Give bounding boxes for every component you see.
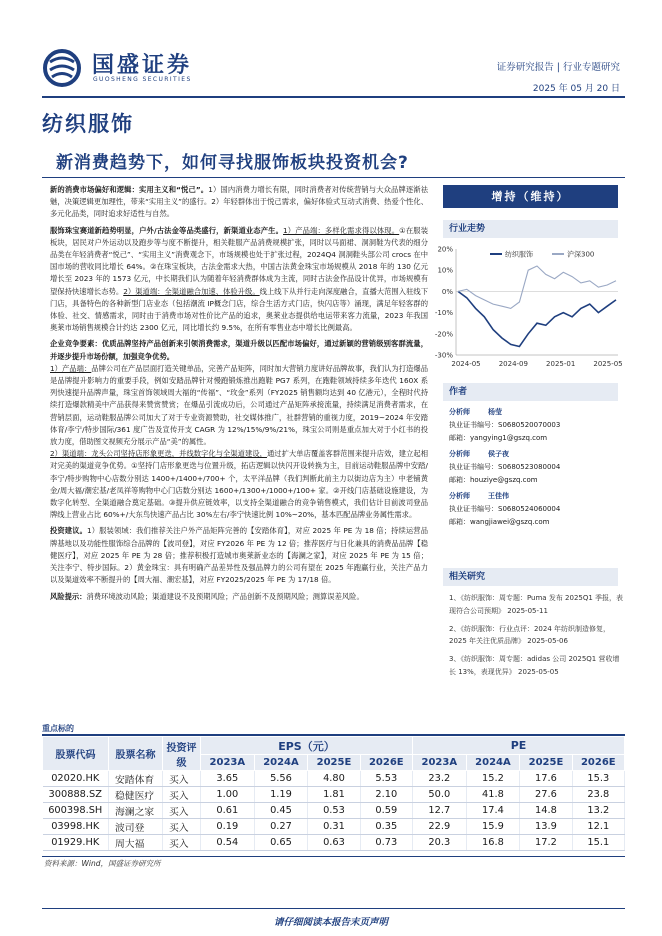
- eps-cell: 1.81: [308, 787, 360, 803]
- eps-cell: 0.65: [254, 835, 308, 851]
- rating-badge: 增持（维持）: [443, 185, 618, 208]
- author-email[interactable]: houziye@gszq.com: [470, 476, 538, 484]
- stock-name: 周大福: [109, 835, 163, 851]
- cert-number: S0680523080004: [498, 463, 561, 471]
- stock-name: 稳健医疗: [109, 787, 163, 803]
- paragraph-new-trends: [50, 225, 428, 335]
- legend-label: 沪深300: [567, 250, 595, 259]
- author-role: 分析师: [449, 492, 470, 500]
- cert-label: 执业证书编号：: [449, 463, 498, 471]
- author-entry: [449, 490, 625, 529]
- stock-rating: 买入: [163, 819, 201, 835]
- stock-name: 海澜之家: [109, 803, 163, 819]
- email-label: 邮箱：: [449, 518, 470, 526]
- y-tick-label: 10%: [437, 266, 453, 275]
- pe-cell: 15.1: [572, 835, 624, 851]
- pe-cell: 13.2: [572, 803, 624, 819]
- pe-cell: 41.8: [466, 787, 520, 803]
- pe-cell: 13.9: [520, 819, 572, 835]
- eps-cell: 0.54: [201, 835, 255, 851]
- logo-text: 国盛证券: [92, 53, 193, 78]
- x-tick-label: 2024-09: [498, 360, 528, 368]
- pe-cell: 17.2: [520, 835, 572, 851]
- author-entry: [449, 448, 625, 487]
- eps-cell: 0.59: [360, 803, 412, 819]
- pe-cell: 27.6: [520, 787, 572, 803]
- industry-title: 纺织服饰: [42, 112, 134, 136]
- footer-divider: [42, 908, 625, 909]
- paragraph-subhead: 2）渠道端：全渠道融合加速、体验升级。: [123, 286, 260, 296]
- col-header-year: 2023A: [201, 755, 255, 771]
- col-header-eps: EPS（元）: [201, 737, 413, 755]
- eps-cell: 0.63: [308, 835, 360, 851]
- paragraph-text: 品牌公司在产品层面打造关键单品，完善产品矩阵，同时加大营销力度讲好品牌故事，我们认为打造爆品是品牌提升影响力的重要手段，例如安踏品牌针对慢跑锻炼推出跑鞋 PG7 系列，在跑鞋领域持续多年迭代 160X 系列快速提升品牌声量，珠宝首饰领域周大福的“传福”、“玫金”系列（FY2025 销售额均达到 40 亿港元），全程时代持续打造爆款精美中产品获得来赞赏赞赏；在爆品引流成功后，公司通过产品矩阵承接流量，持续满足消费者需求，在营销层面，运动鞋服品牌公司加大了对于专业资源赞助，社交媒体推广，社群营销的重视力度，2019~2024 年安踏体育/李宁/特步国际/361 度广告及宣传开支 CAGR 为 12%/15%/9%/21%，珠宝公司则是重点加大对于小红书的投放力度，借助图文视频充分展示产品“美”的属性。: [50, 363, 428, 447]
- author-name: 侯子夜: [488, 450, 509, 458]
- paragraph-text: 线上线下从并行走向深度融合，直播大范围入驻线下门店，具备特色的各种新型门店业态（包括潮流 IP概念门店，综合生活方式门店，快闪店等）涌现，满足年轻客群的体验、社交、情感需求，同时由于消费市场对性价比产品的追求，奥莱业态提供给电运带来客力流量，2023 年我国奥莱市场销售规模合计约达 2300 亿元，同比增长约 9.5%，在所有零售业态中增长比例最高。: [50, 286, 429, 333]
- logo-english-text: GUOSHENG SECURITIES: [93, 76, 192, 83]
- cert-number: S0680520070003: [498, 421, 561, 429]
- report-type: 证券研究报告 | 行业专题研究: [496, 62, 620, 73]
- col-header-year: 2025E: [308, 755, 360, 771]
- author-list: [449, 406, 625, 532]
- related-research-list: [449, 592, 625, 684]
- col-header-year: 2026E: [360, 755, 412, 771]
- email-label: 邮箱：: [449, 434, 470, 442]
- col-header-name: 股票名称: [109, 737, 163, 771]
- x-tick-label: 2025-05: [593, 360, 623, 368]
- stock-rating: 买入: [163, 787, 201, 803]
- trend-heading: 行业走势: [443, 220, 618, 238]
- col-header-year: 2025E: [520, 755, 572, 771]
- paragraph-lead: 服饰珠宝赛道新趋势明显，户外/古法金等品类盛行，新渠道业态产生。: [50, 225, 283, 235]
- summary-body: [50, 184, 428, 607]
- y-tick-label: -10%: [434, 309, 453, 318]
- author-heading: 作者: [443, 383, 618, 401]
- eps-cell: 0.31: [308, 819, 360, 835]
- research-date: 2025-05-06: [527, 637, 568, 646]
- stock-rating: 买入: [163, 771, 201, 787]
- paragraph-investment: [50, 525, 428, 586]
- table-row: [43, 771, 625, 787]
- paragraph-lead: 企业竞争要素：优质品牌坚持产品创新来引领消费需求，渠道升级以匹配市场偏好，通过新颖的营销级别客群流量，并逐步提升市场份额，加强竞争优势。: [50, 339, 428, 361]
- report-date: 2025 年 05 月 20 日: [532, 84, 620, 94]
- paragraph-subhead: 1）产品端：多样化需求得以体现。: [283, 225, 400, 235]
- paragraph-risk: [50, 591, 428, 603]
- paragraph-text: 1）服装领域：我们推荐关注户外产品矩阵完善的【安踏体育】，对应 2025 年 PE 为 18 倍；持续运营品牌基地以及功能性服饰综合品牌的【波司登】，对应 FY2026 年 PE 为 12 倍；推荐医疗与日化兼具的消费品品牌【稳健医疗】，对应 2025 年 PE 为 28 倍；推荐积极打造城市奥莱新业态的【海澜之家】，对应 2025 年 PE 为 15 倍；关注李宁、特步国际。2）黄金珠宝：具有明确产品差异性及强品牌力的公司有望在 2025 年跑赢行业，关注产品力以及渠道效率不断提升的【周大福、潮宏基】，对应 FY2025/2025 年 PE 为 17/18 倍。: [50, 526, 428, 585]
- col-header-pe: PE: [412, 737, 624, 755]
- paragraph-text: 通过扩大单店覆盖客群范围来提升店效，建立起相对完美的渠道竞争优势。①坚持门店形象更迭与位置升级，拓店逻辑以快闪开设转换为主，目前运动鞋服品牌中安踏/李宁/特步购物中心店数分别达 1400+/1400+/700+ 个，太平洋品牌（我们判断此前主力以街边店为主）中老铺黄金/周大福/潮宏基/老凤祥等购物中心门店数分别达 1600+/1300+/1000+/100+ 家。②开线门店基础设施建设，为数字化转型、全渠道融合奠定基础。③提升供应链效率，以支持全渠道融合的竞争销售模式，我们估计目前波司登品牌线上营业占比 60%+/大东鸟快速产品占比 30%左右/李宁快速比例 10%~20%，基本匹配品牌业务属性需求。: [50, 449, 429, 520]
- table-title: 重点标的: [42, 724, 74, 733]
- col-header-rating: 投资评级: [163, 737, 201, 771]
- eps-cell: 1.19: [254, 787, 308, 803]
- eps-cell: 0.27: [254, 819, 308, 835]
- stock-code: 03998.HK: [43, 819, 109, 835]
- pe-cell: 16.8: [466, 835, 520, 851]
- pe-cell: 22.9: [412, 819, 466, 835]
- eps-cell: 1.00: [201, 787, 255, 803]
- pe-cell: 17.6: [520, 771, 572, 787]
- eps-cell: 5.56: [254, 771, 308, 787]
- pe-cell: 17.4: [466, 803, 520, 819]
- research-item[interactable]: [449, 592, 625, 618]
- y-tick-label: 0%: [441, 287, 453, 296]
- email-label: 邮箱：: [449, 476, 470, 484]
- footer-disclaimer[interactable]: 请仔细阅读本报告末页声明: [273, 917, 388, 928]
- eps-cell: 0.73: [360, 835, 412, 851]
- col-header-year: 2024A: [254, 755, 308, 771]
- eps-cell: 0.61: [201, 803, 255, 819]
- eps-cell: 0.19: [201, 819, 255, 835]
- pe-cell: 14.8: [520, 803, 572, 819]
- research-title: 3、《纺织服饰：周专题：adidas 公司 2025Q1 营收增长 13%，表现优异》: [449, 655, 620, 676]
- paragraph-text: ①在服装板块，居民对户外运动以及跑步等与度不断提升，相关鞋服产品消费规模扩张，同时以马面裙、洞洞鞋为代表的细分品类在年轻消费者“悦己”、“实用主义”消费观念下，市场规模也处于扩张过程，2024Q4 洞洞鞋头部公司 crocs 在中国市场的营收同比增长 64%。②在珠宝板块，古法金需求大热，中国古法黄金珠宝市场规模从 2018 年的 130 亿元增长至 2023 年的 1573 亿元，中长期我们认为随着年轻消费群体成为主流，同时古法金作品设计优异，市场规模有望保持快速增长态势。: [50, 225, 428, 296]
- research-title: 2、《纺织服饰：行业点评：2024 年纺织制造修复，2025 年关注优质品牌》: [449, 624, 610, 646]
- research-item[interactable]: [449, 653, 625, 679]
- paragraph-text: 消费环境波动风险；渠道建设不及预期风险；产品创新不及预期风险；测算误差风险。: [86, 591, 364, 601]
- author-email[interactable]: yangying1@gszq.com: [470, 434, 548, 442]
- related-research-heading: 相关研究: [443, 568, 618, 586]
- stock-code: 300888.SZ: [43, 787, 109, 803]
- stock-name: 安踏体育: [109, 771, 163, 787]
- report-title: 新消费趋势下，如何寻找服饰板块投资机会?: [56, 153, 409, 173]
- paragraph-text: 1）国内消费力增长有限，同时消费者对传统营销与大众品牌逐渐祛魅，决策逻辑更加理性，带来“实用主义”的盛行。2）年轻群体出于悦己需求，偏好体验式互动式消费、热爱个性化、多元化品类，同时追求好适性与自然。: [50, 185, 429, 219]
- stock-code: 02020.HK: [43, 771, 109, 787]
- pe-cell: 15.9: [466, 819, 520, 835]
- table-row: [43, 787, 625, 803]
- paragraph-subhead: 1）产品端：: [50, 363, 92, 373]
- cert-label: 执业证书编号：: [449, 505, 498, 513]
- eps-cell: 0.35: [360, 819, 412, 835]
- eps-cell: 2.10: [360, 787, 412, 803]
- pe-cell: 20.3: [412, 835, 466, 851]
- pe-cell: 15.2: [466, 771, 520, 787]
- pe-cell: 12.1: [572, 819, 624, 835]
- table-bottom-rule: [42, 856, 625, 857]
- research-title: 1、《纺织服饰：周专题：Puma 发布 2025Q1 季报，表现符合公司预期》: [449, 594, 624, 615]
- author-entry: [449, 406, 625, 445]
- trend-chart: [428, 241, 625, 377]
- eps-cell: 5.53: [360, 771, 412, 787]
- paragraph-competition: [50, 338, 428, 521]
- author-email[interactable]: wangjiawei@gszq.com: [470, 518, 550, 526]
- pe-cell: 12.7: [412, 803, 466, 819]
- col-header-code: 股票代码: [43, 737, 109, 771]
- col-header-year: 2024A: [466, 755, 520, 771]
- eps-cell: 0.45: [254, 803, 308, 819]
- stock-rating: 买入: [163, 803, 201, 819]
- table-source: 资料来源：Wind，国盛证券研究所: [44, 859, 161, 868]
- cert-number: S0680524060004: [498, 505, 561, 513]
- col-header-year: 2026E: [572, 755, 624, 771]
- eps-cell: 0.53: [308, 803, 360, 819]
- paragraph-lead: 风险提示：: [50, 591, 87, 601]
- eps-cell: 3.65: [201, 771, 255, 787]
- stock-code: 01929.HK: [43, 835, 109, 851]
- table-row: [43, 819, 625, 835]
- pe-cell: 23.2: [412, 771, 466, 787]
- legend-label: 纺织服饰: [505, 250, 533, 259]
- table-row: [43, 835, 625, 851]
- pe-cell: 23.8: [572, 787, 624, 803]
- author-role: 分析师: [449, 450, 470, 458]
- stock-rating: 买入: [163, 835, 201, 851]
- paragraph-subhead: 2）渠道端：龙头公司坚持店形象更迭，并线数字化与全渠道建设，: [50, 449, 267, 459]
- title-divider: [42, 177, 625, 178]
- pe-cell: 15.3: [572, 771, 624, 787]
- author-name: 杨莹: [488, 408, 502, 416]
- author-name: 王佳伟: [488, 492, 509, 500]
- research-date: 2025-05-11: [507, 606, 548, 615]
- series-line: [458, 291, 616, 346]
- header-divider: [42, 96, 625, 98]
- stock-name: 波司登: [109, 819, 163, 835]
- research-date: 2025-05-05: [518, 667, 559, 676]
- y-tick-label: 20%: [437, 245, 453, 254]
- pe-cell: 50.0: [412, 787, 466, 803]
- table-row: [43, 803, 625, 819]
- cert-label: 执业证书编号：: [449, 421, 498, 429]
- research-item[interactable]: [449, 623, 625, 649]
- y-tick-label: -20%: [434, 330, 453, 339]
- logo-icon: [42, 48, 86, 88]
- paragraph-lead: 投资建议。: [50, 526, 87, 536]
- key-stocks-table: [42, 736, 625, 851]
- eps-cell: 4.80: [308, 771, 360, 787]
- col-header-year: 2023A: [412, 755, 466, 771]
- y-tick-label: -30%: [434, 351, 453, 360]
- author-role: 分析师: [449, 408, 470, 416]
- stock-code: 600398.SH: [43, 803, 109, 819]
- series-line: [458, 266, 616, 308]
- x-tick-label: 2024-05: [451, 360, 481, 368]
- paragraph-lead: 新的消费市场偏好和逻辑：实用主义和“悦己”。: [50, 185, 209, 194]
- paragraph-consumer-preference: [50, 184, 428, 221]
- x-tick-label: 2025-01: [546, 360, 576, 368]
